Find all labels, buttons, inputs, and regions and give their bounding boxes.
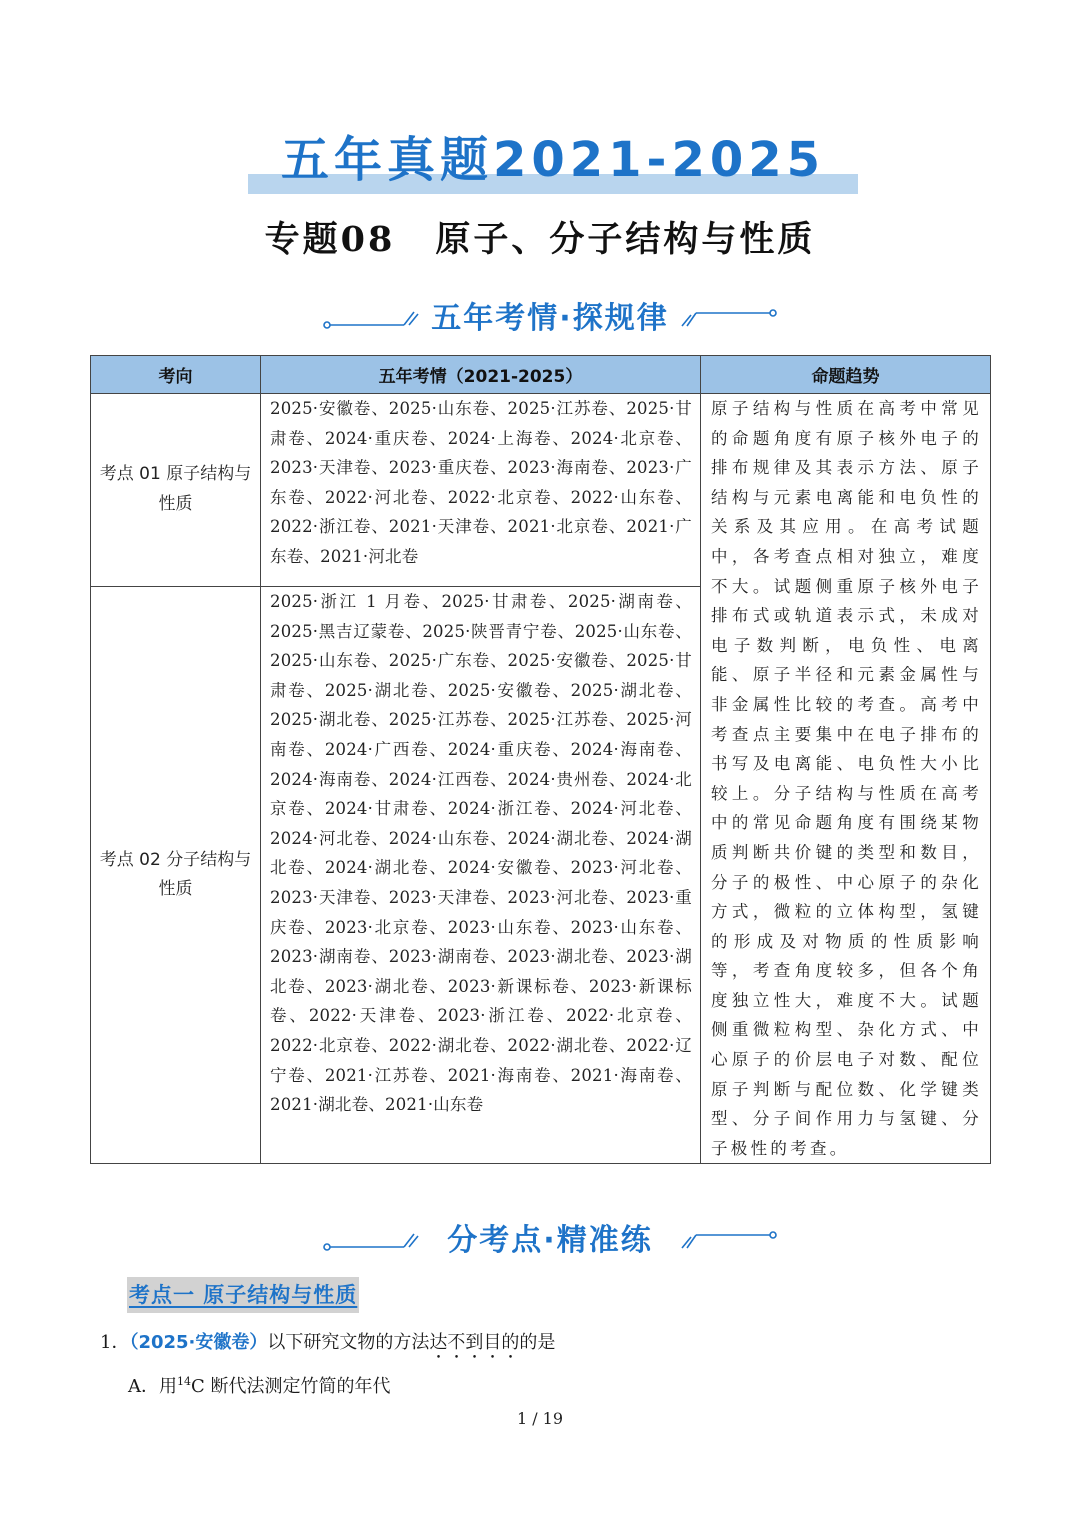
option-label: A．用: [128, 1376, 177, 1397]
right-wing-decoration: [680, 1220, 780, 1260]
banner: [248, 128, 858, 196]
topic-point-cell: 考点 01 原子结构与性质: [91, 394, 261, 587]
trend-cell: 原子结构与性质在高考中常见的命题角度有原子核外电子的排布规律及其表示方法、原子结构与元素电离能和电负性的关系及其应用。在高考试题中，各考查点相对独立，难度不大。试题侧重原子核外电子排布式或轨道表示式，未成对电子数判断，电负性、电离能、原子半径和元素金属性与非金属性比较的考查。高考中考查点主要集中在电子排布的书写及电离能、电负性大小比较上。分子结构与性质在高考中的常见命题角度有围绕某物质判断共价键的类型和数目，分子的极性、中心原子的杂化方式，微粒的立体构型，氢键的形成及对物质的性质影响等，考查角度较多，但各个角度独立性大，难度不大。试题侧重微粒构型、杂化方式、中心原子的价层电子对数、配位原子判断与配位数、化学键类型、分子间作用力与氢键、分子极性的考查。: [701, 394, 991, 1164]
topic-heading: 考点一 原子结构与性质: [127, 1277, 359, 1313]
section-title: 五年考情·探规律: [431, 301, 669, 336]
document-title-number: 专题08: [264, 219, 396, 260]
table-row: [91, 394, 991, 587]
section-header-exam: [320, 298, 780, 346]
header-papers: 五年考情（2021-2025）: [261, 356, 701, 394]
header-trend: 命题趋势: [701, 356, 991, 394]
question-stem-start: 以下研究文物的方法: [267, 1332, 430, 1353]
document-title: [0, 210, 1080, 270]
banner-title: 五年真题2021-2025: [280, 132, 826, 188]
question-number: 1．: [100, 1332, 130, 1353]
question-stem-emphasis: 达不到目的: [429, 1332, 520, 1353]
question-source: （2025·安徽卷）: [129, 1332, 268, 1353]
document-title-topic: 原子、分子结构与性质: [435, 219, 816, 260]
papers-cell: 2025·浙江 1 月卷、2025·甘肃卷、2025·湖南卷、2025·黑吉辽蒙卷、2025·陕晋青宁卷、2025·山东卷、2025·山东卷、2025·广东卷、2025·安徽卷、2025·甘肃卷、2025·湖北卷、2025·安徽卷、2025·湖北卷、2025·湖北卷、2025·江苏卷、2025·江苏卷、2025·河南卷、2024·广西卷、2024·重庆卷、2024·海南卷、2024·海南卷、2024·江西卷、2024·贵州卷、2024·北京卷、2024·甘肃卷、2024·浙江卷、2024·河北卷、2024·河北卷、2024·山东卷、2024·湖北卷、2024·湖北卷、2024·湖北卷、2024·安徽卷、2023·河北卷、2023·天津卷、2023·天津卷、2023·河北卷、2023·重庆卷、2023·北京卷、2023·山东卷、2023·山东卷、2023·湖南卷、2023·湖南卷、2023·湖北卷、2023·湖北卷、2023·湖北卷、2023·新课标卷、2023·新课标卷、2022·天津卷、2023·浙江卷、2022·北京卷、2022·北京卷、2022·湖北卷、2022·湖北卷、2022·辽宁卷、2021·江苏卷、2021·海南卷、2021·海南卷、2021·湖北卷、2021·山东卷: [261, 587, 701, 1164]
exam-overview-table: [90, 355, 991, 1164]
header-direction: 考向: [91, 356, 261, 394]
question-1: [100, 1328, 555, 1363]
isotope-mass-number: 14: [177, 1375, 191, 1388]
right-wing-decoration: [680, 298, 780, 338]
papers-cell: 2025·安徽卷、2025·山东卷、2025·江苏卷、2025·甘肃卷、2024·重庆卷、2024·上海卷、2024·北京卷、2023·天津卷、2023·重庆卷、2023·海南卷、2023·广东卷、2022·河北卷、2022·北京卷、2022·山东卷、2022·浙江卷、2021·天津卷、2021·北京卷、2021·广东卷、2021·河北卷: [261, 394, 701, 587]
table-header-row: [91, 356, 991, 394]
option-text: C 断代法测定竹简的年代: [191, 1376, 391, 1397]
option-a: [128, 1367, 391, 1402]
question-stem-end: 的是: [519, 1332, 556, 1353]
left-wing-decoration: [320, 1220, 420, 1260]
topic-point-cell: 考点 02 分子结构与性质: [91, 587, 261, 1164]
section-title: 分考点·精准练: [447, 1223, 653, 1258]
page-number: 1 / 19: [516, 1409, 564, 1428]
section-header-practice: [320, 1220, 780, 1268]
left-wing-decoration: [320, 298, 420, 338]
